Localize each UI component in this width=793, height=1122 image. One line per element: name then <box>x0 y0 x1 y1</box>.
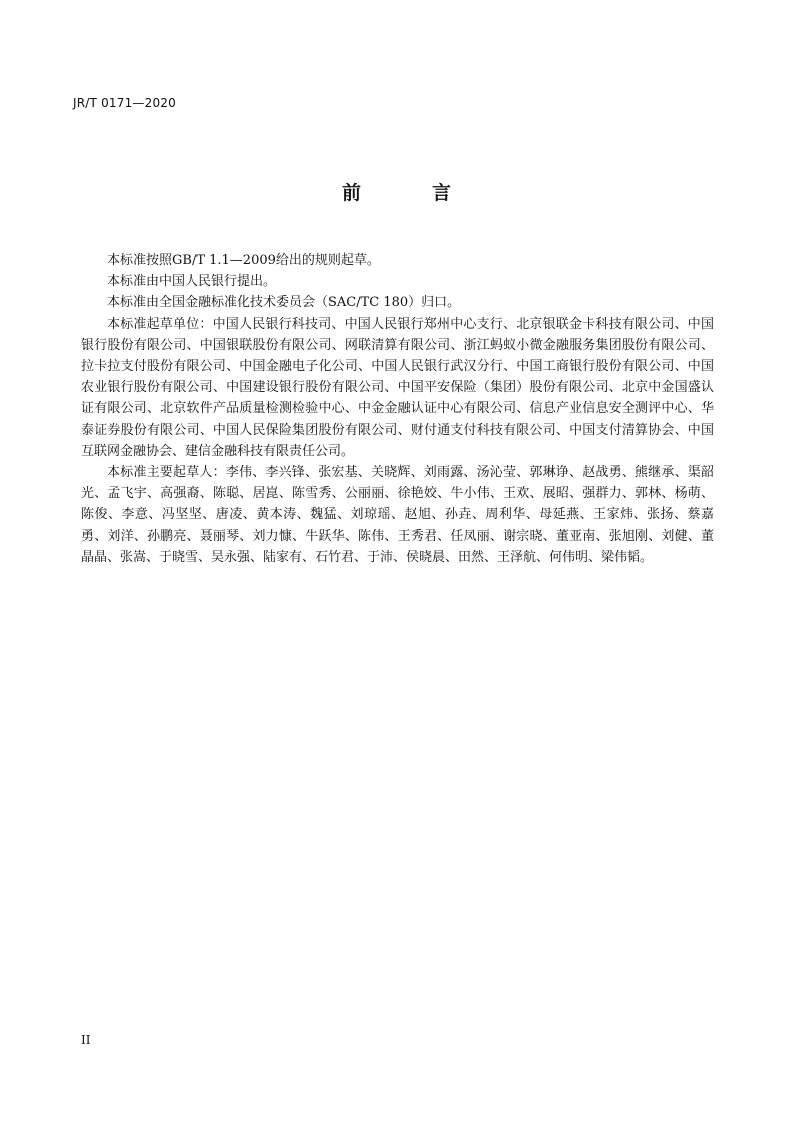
page-title: 前 言 <box>341 182 477 204</box>
paragraph-drafting-rules: 本标准按照GB/T 1.1—2009给出的规则起草。 <box>107 253 380 268</box>
paragraph-proposer: 本标准由中国人民银行提出。 <box>107 274 277 290</box>
page-number: II <box>81 1033 91 1047</box>
standard-code: JR/T 0171—2020 <box>73 96 176 110</box>
paragraph-drafters: 本标准主要起草人：李伟、李兴锋、张宏基、关晓辉、刘雨露、汤沁莹、郭琳诤、赵战勇、熊继承、渠韶光、孟飞宇、高强裔、陈聪、居崑、陈雪秀、公丽丽、徐艳姣、牛小伟、王欢、展昭、强群力、郭林、杨萌、陈俊、李意、冯坚坚、唐凌、黄本涛、魏猛、刘琼瑶、赵旭、孙垚、周利华、母延燕、王家炜、张扬、蔡嘉勇、刘洋、孙鹏亮、聂丽琴、刘力慷、牛跃华、陈伟、王秀君、任凤丽、谢宗晓、董亚南、张旭刚、刘健、董晶晶、张嵩、于晓雪、吴永强、陆家有、石竹君、于沛、侯晓晨、田然、王泽航、何伟明、梁伟韬。 <box>81 465 714 565</box>
document-body <box>81 250 714 568</box>
paragraph-drafting-units: 本标准起草单位：中国人民银行科技司、中国人民银行郑州中心支行、北京银联金卡科技有限公司、中国银行股份有限公司、中国银联股份有限公司、网联清算有限公司、浙江蚂蚁小微金融服务集团股份有限公司、拉卡拉支付股份有限公司、中国金融电子化公司、中国人民银行武汉分行、中国工商银行股份有限公司、中国农业银行股份有限公司、中国建设银行股份有限公司、中国平安保险（集团）股份有限公司、北京中金国盛认证有限公司、北京软件产品质量检测检验中心、中金金融认证中心有限公司、信息产业信息安全测评中心、华泰证券股份有限公司、中国人民保险集团股份有限公司、财付通支付科技有限公司、中国支付清算协会、中国互联网金融协会、建信金融科技有限责任公司。 <box>81 316 714 459</box>
paragraph-committee: 本标准由全国金融标准化技术委员会（SAC/TC 180）归口。 <box>107 295 461 311</box>
